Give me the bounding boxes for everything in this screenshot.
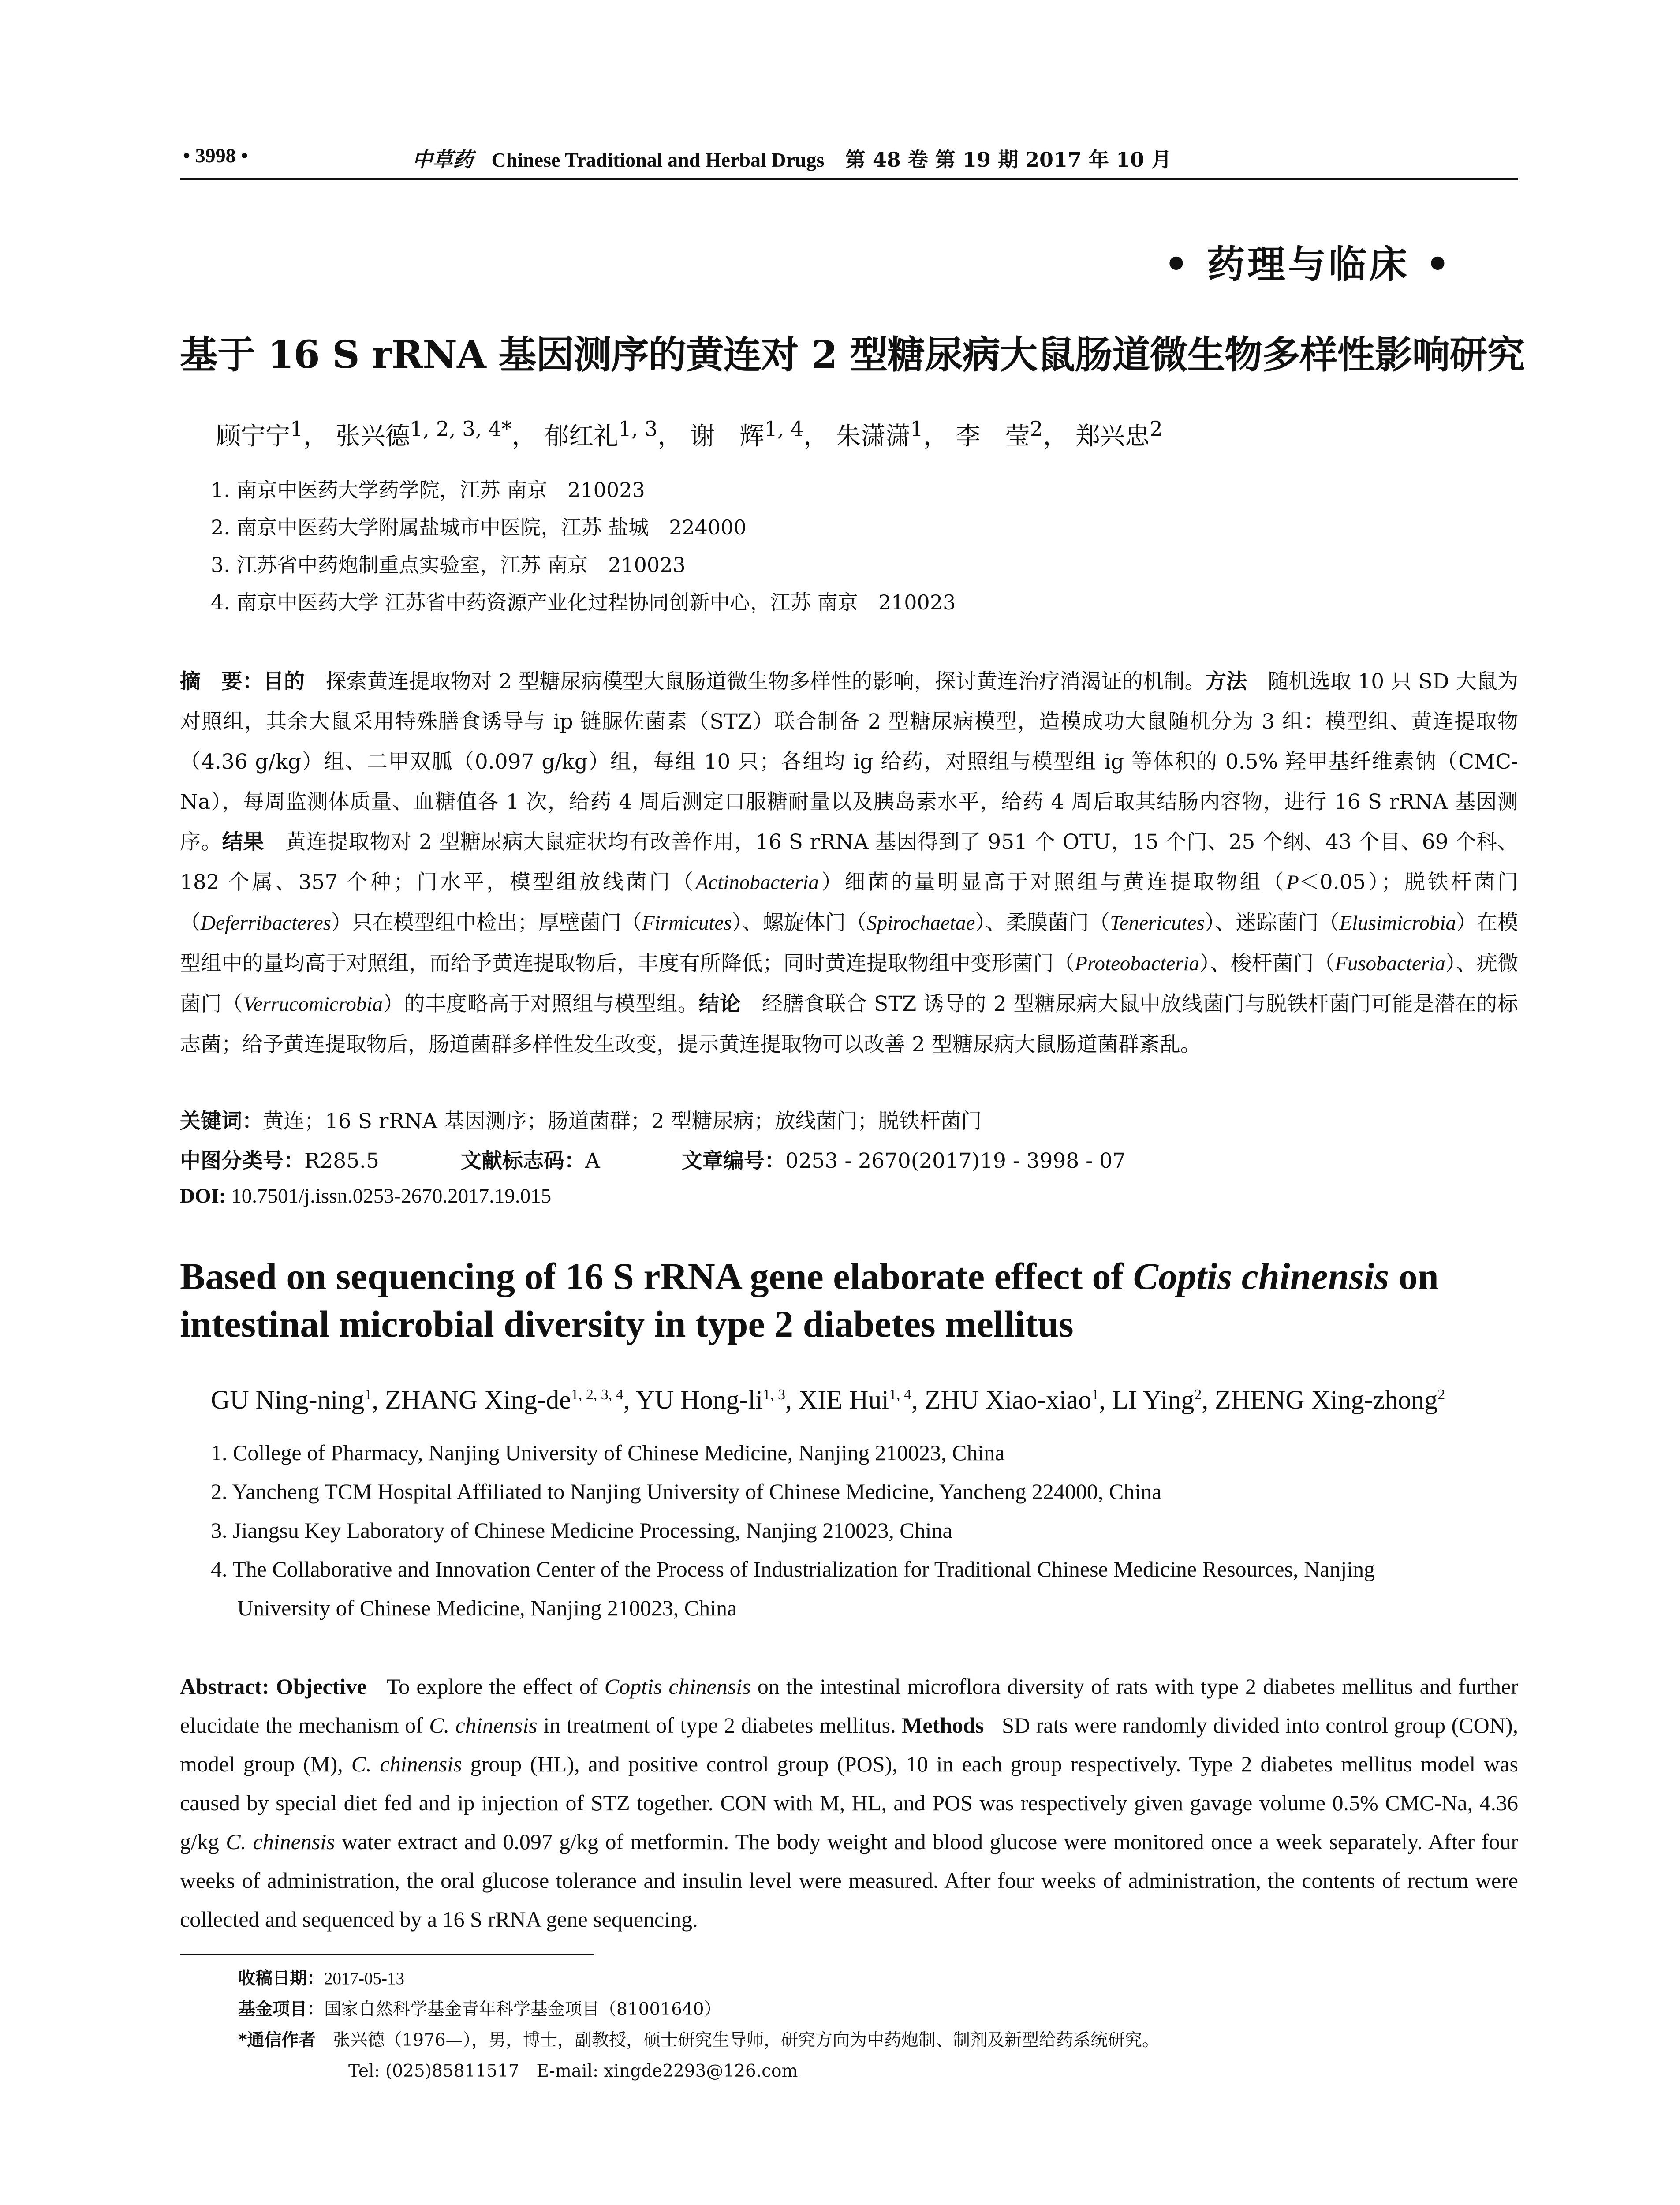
author-cn: 顾宁宁 bbox=[216, 422, 290, 451]
affiliations-english: 1. College of Pharmacy, Nanjing University of Chinese Medicine, Nanjing 210023, China 2. Yancheng TCM Hospital Affiliated to Nanjing University of Chinese Medicine, Yancheng 224000, China 3. Jiangsu Key Laboratory of Chinese Medicine Processing, Nanjing 210023, China 4. The Collaborative and Innovation Center of the Process of Industrialization for Traditional Chinese Medicine Resources, Nanjing University of Chinese Medicine, Nanjing 210023, China bbox=[211, 1440, 1375, 1620]
author-cn: 李 莹 bbox=[956, 422, 1030, 451]
keywords-cn: 关键词：黄连；16 S rRNA 基因测序；肠道菌群；2 型糖尿病；放线菌门；脱铁杆菌门 bbox=[180, 1109, 982, 1133]
section-label: • 药理与临床 • bbox=[1164, 242, 1452, 287]
journal-info bbox=[412, 144, 1172, 173]
journal-name-en: Chinese Traditional and Herbal Drugs bbox=[491, 149, 825, 171]
page-number: • 3998 • bbox=[183, 144, 248, 167]
classification-line: 中图分类号：R285.5 文献标志码：A 文章编号：0253 - 2670(2017)19 - 3998 - 07 bbox=[180, 1149, 1126, 1173]
footnote-corresponding: *通信作者 张兴德（1976—），男，博士，副教授，硕士研究生导师，研究方向为中药炮制、制剂及新型给药系统研究。 bbox=[238, 2030, 1160, 2050]
running-header bbox=[183, 139, 1519, 175]
footnote-contact: Tel: (025)85811517 E-mail: xingde2293@126.com bbox=[348, 2061, 798, 2081]
author-cn: 朱潇潇 bbox=[836, 422, 911, 451]
affiliation-cn-3: 3. 江苏省中药炮制重点实验室，江苏 南京 210023 bbox=[211, 553, 686, 577]
authors-chinese: 顾宁宁$^1$， 张兴德$^{1, 2, 3, 4*}$， 郁红礼$^{1, 3}$， 谢 辉$^{1, 4}$， 朱潇潇$^1$， 李 莹$^2$， 郑兴忠$^2$ bbox=[216, 417, 1163, 451]
authors-english: GU Ning-ning$^1$, ZHANG Xing-de$^{1, 2, 3, 4}$, YU Hong-li$^{1, 3}$, XIE Hui$^{1, 4}$, ZHU Xiao-xiao$^1$, LI Ying$^2$, ZHENG Xing-zhong$^2$ bbox=[211, 1385, 1445, 1414]
doi-line: DOI: 10.7501/j.issn.0253-2670.2017.19.015 bbox=[180, 1185, 552, 1207]
affiliation-cn-4: 4. 南京中医药大学 江苏省中药资源产业化过程协同创新中心，江苏 南京 210023 bbox=[211, 590, 956, 614]
author-cn: 郑兴忠 bbox=[1075, 422, 1150, 451]
affiliation-cn-2: 2. 南京中医药大学附属盐城市中医院，江苏 盐城 224000 bbox=[211, 516, 747, 539]
abstract-chinese: 摘 要：目的 探索黄连提取物对 2 型糖尿病模型大鼠肠道微生物多样性的影响，探讨黄连治疗消渴证的机制。方法 随机选取 10 只 SD 大鼠为对照组，其余大鼠采用特殊膳食诱导与 ip 链脲佐菌素（STZ）联合制备 2 型糖尿病模型，造模成功大鼠随机分为 3 组：模型组、黄连提取物（4.36 g/kg）组、二甲双胍（0.097 g/kg）组，每组 10 只；各组均 ig 给药，对照组与模型组 ig 等体积的 0.5% 羟甲基纤维素钠（CMC-Na），每周监测体质量、血糖值各 1 次，给药 4 周后测定口服糖耐量以及胰岛素水平，给药 4 周后取其结肠内容物，进行 16 S rRNA 基因测序。结果 黄连提取物对 2 型糖尿病大鼠症状均有改善作用，16 S rRNA 基因得到了 951 个 OTU，15 个门、25 个纲、43 个目、69 个科、182 个属、357 个种；门水平，模型组放线菌门（Actinobacteria）细菌的量明显高于对照组与黄连提取物组（P＜0.05）；脱铁杆菌门（Deferribacteres）只在模型组中检出；厚壁菌门（Firmicutes）、螺旋体门（Spirochaetae）、柔膜菌门（Tenericutes）、迷踪菌门（Elusimicrobia）在模型组中的量均高于对照组，而给予黄连提取物后，丰度有所降低；同时黄连提取物组中变形菌门（Proteobacteria）、梭杆菌门（Fusobacteria）、疣微菌门（Verrucomicrobia）的丰度略高于对照组与模型组。结论 经膳食联合 STZ 诱导的 2 型糖尿病大鼠中放线菌门与脱铁杆菌门可能是潜在的标志菌；给予黄连提取物后，肠道菌群多样性发生改变，提示黄连提取物可以改善 2 型糖尿病大鼠肠道菌群紊乱。 bbox=[180, 669, 1519, 1057]
title-chinese: 基于 16 S rRNA 基因测序的黄连对 2 型糖尿病大鼠肠道微生物多样性影响研究 bbox=[180, 333, 1525, 377]
abstract-english: Abstract: Objective To explore the effect of Coptis chinensis on the intestinal microflora diversity of rats with type 2 diabetes mellitus and further elucidate the mechanism of C. chinensis in treatment of type 2 diabetes mellitus. Methods SD rats were randomly divided into control group (CON), model group (M), C. chinensis group (HL), and positive control group (POS), 10 in each group respectively. Type 2 diabetes mellitus model was caused by special diet fed and ip injection of STZ together. CON with M, HL, and POS was respectively given gavage volume 0.5% CMC-Na, 4.36 g/kg C. chinensis water extract and 0.097 g/kg of metformin. The body weight and blood glucose were monitored once a week separately. After four weeks of administration, the oral glucose tolerance and insulin level were measured. After four weeks of administration, the contents of rectum were collected and sequenced by a 16 S rRNA gene sequencing. bbox=[180, 1674, 1519, 1932]
footnote-fund: 基金项目：国家自然科学基金青年科学基金项目（81001640） bbox=[238, 1999, 721, 2019]
footnote-received: 收稿日期：2017-05-13 bbox=[238, 1969, 404, 1988]
journal-name-cn: 中草药 bbox=[412, 148, 473, 172]
footnote-rule bbox=[180, 1954, 594, 1955]
affiliation-cn-1: 1. 南京中医药大学药学院，江苏 南京 210023 bbox=[211, 478, 645, 502]
author-cn: 张兴德 bbox=[336, 422, 410, 451]
title-english: Based on sequencing of 16 S rRNA gene elaborate effect of Coptis chinensis on intestinal microbial diversity in type 2 diabetes mellitus bbox=[180, 1255, 1439, 1345]
journal-issue: 第 48 卷 第 19 期 2017 年 10 月 bbox=[845, 148, 1172, 172]
header-rule bbox=[180, 178, 1518, 180]
author-cn: 谢 辉 bbox=[690, 422, 765, 451]
author-cn: 郁红礼 bbox=[544, 422, 619, 451]
